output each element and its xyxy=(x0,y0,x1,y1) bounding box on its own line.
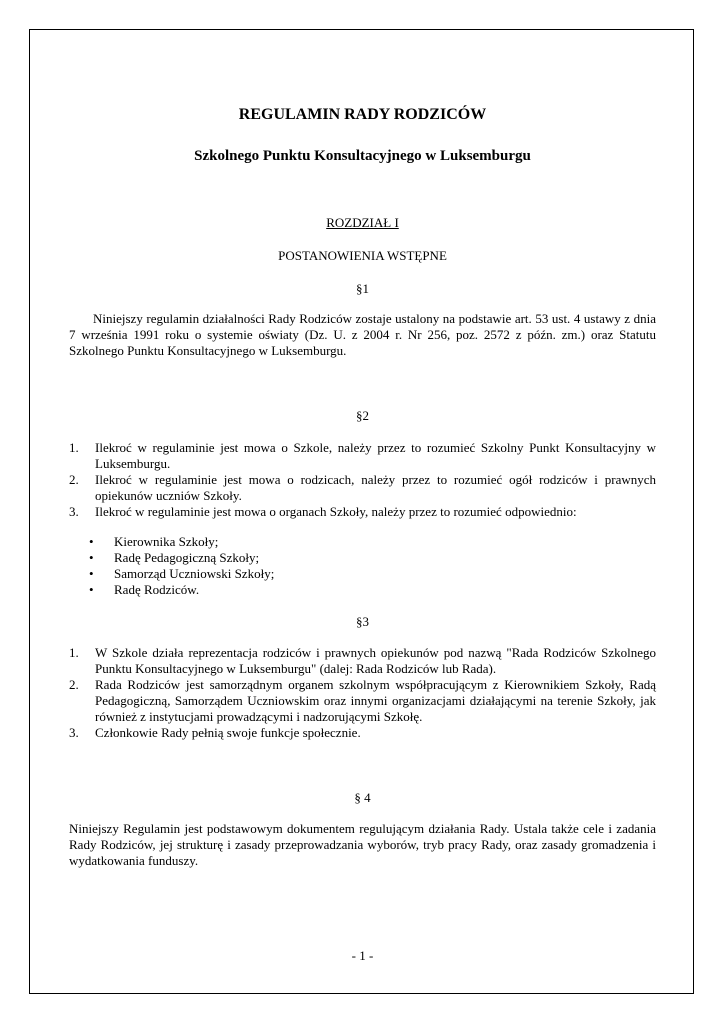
bullet-icon: • xyxy=(89,550,94,565)
section-3-item-2-number: 2. xyxy=(69,677,79,692)
section-2-label: §2 xyxy=(356,408,369,423)
organ-list-item: Radę Rodziców. xyxy=(114,582,200,597)
organ-list-item: Samorząd Uczniowski Szkoły; xyxy=(114,566,275,581)
document-subtitle: Szkolnego Punktu Konsultacyjnego w Luksemburgu xyxy=(194,148,531,164)
section-2-item-3-text: Ilekroć w regulaminie jest mowa o organach Szkoły, należy przez to rozumieć odpowiednio: xyxy=(95,504,577,519)
section-2-item-3-number: 3. xyxy=(69,504,79,519)
section-3-item-2-text: Rada Rodziców jest samorządnym organem szkolnym współpracującym z Kierownikiem Szkoły, Radą Pedagogiczną, Samorządem Uczniowskim oraz innymi organizacjami działającymi na terenie Szkoły, jak również z instytucjami prowadzącymi i nadzorującymi Szkołę. xyxy=(95,677,656,724)
section-4-label: § 4 xyxy=(354,790,371,805)
section-3-label: §3 xyxy=(356,614,369,629)
chapter-label: ROZDZIAŁ I xyxy=(326,215,399,230)
organ-list-item: Radę Pedagogiczną Szkoły; xyxy=(114,550,260,565)
section-3-item-1-number: 1. xyxy=(69,645,79,660)
section-1-label: §1 xyxy=(356,281,369,296)
section-2-item-2-number: 2. xyxy=(69,472,79,487)
organ-list-item: Kierownika Szkoły; xyxy=(114,534,219,549)
section-2-item-2-text: Ilekroć w regulaminie jest mowa o rodzicach, należy przez to rozumieć ogół rodziców i prawnych opiekunów uczniów Szkoły. xyxy=(95,472,656,503)
section-2-item-1-text: Ilekroć w regulaminie jest mowa o Szkole, należy przez to rozumieć Szkolny Punkt Konsultacyjny w Luksemburgu. xyxy=(95,440,656,471)
section-3-item-3-text: Członkowie Rady pełnią swoje funkcje społecznie. xyxy=(95,725,361,740)
chapter-heading: POSTANOWIENIA WSTĘPNE xyxy=(278,248,447,263)
document-title: REGULAMIN RADY RODZICÓW xyxy=(238,106,487,123)
bullet-icon: • xyxy=(89,566,94,581)
section-4-paragraph: Niniejszy Regulamin jest podstawowym dokumentem regulującym działania Rady. Ustala także cele i zadania Rady Rodziców, jej strukturę i zasady przeprowadzania wyborów, tryb pracy Rady, oraz zasady gromadzenia i wydatkowania funduszy. xyxy=(69,821,656,868)
section-2-item-1-number: 1. xyxy=(69,440,79,455)
section-3-item-3-number: 3. xyxy=(69,725,79,740)
bullet-icon: • xyxy=(89,582,94,597)
section-1-paragraph: Niniejszy regulamin działalności Rady Rodziców zostaje ustalony na podstawie art. 53 ust. 4 ustawy z dnia 7 września 1991 roku o systemie oświaty (Dz. U. z 2004 r. Nr 256, poz. 2572 z późn. zm.) oraz Statutu Szkolnego Punktu Konsultacyjnego w Luksemburgu. xyxy=(69,311,656,358)
page-number: - 1 - xyxy=(351,948,374,963)
section-3-item-1-text: W Szkole działa reprezentacja rodziców i prawnych opiekunów pod nazwą "Rada Rodziców Szkolnego Punktu Konsultacyjnego w Luksemburgu" (dalej: Rada Rodziców lub Rada). xyxy=(95,645,656,676)
bullet-icon: • xyxy=(89,534,94,549)
